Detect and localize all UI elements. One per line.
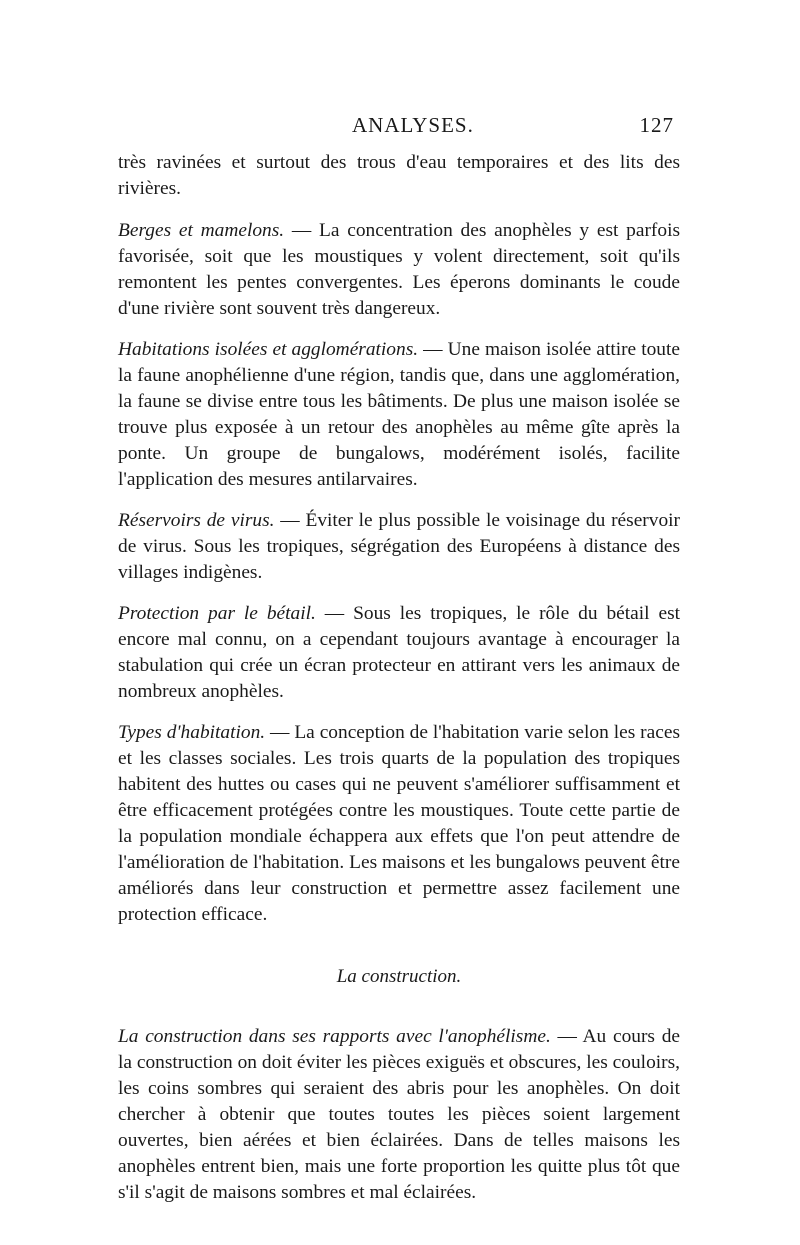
header-title: ANALYSES. [352,113,474,137]
page-body [118,150,680,1221]
running-header [118,113,684,143]
paragraph-berges [118,218,680,322]
paragraph-text: — Une maison isolée attire toute la faune anophélienne d'une région, tandis que, dans une agglomération, la faune se divise entre tous les bâtiments. De plus une maison isolée se trouve plus exposée à un retour des anophèles au même gîte après la ponte. Un groupe de bungalows, modérément isolés, facilite l'application des mesures antilarvaires. [118,339,680,490]
paragraph-lead: Réservoirs de virus. [118,510,275,531]
paragraph-text: — Sous les tropiques, le rôle du bétail est encore mal connu, on a cependant toujours avantage à encourager la stabulation qui crée un écran protecteur en attirant vers les animaux de nombreux anophèles. [118,603,680,702]
paragraph-text: très ravinées et surtout des trous d'eau temporaires et des lits des rivières. [118,152,680,199]
paragraph-habitations [118,337,680,493]
paragraph-construction [118,1024,680,1206]
section-title: La construction. [336,966,462,987]
paragraph-lead: Berges et mamelons. [118,220,285,241]
paragraph-text: — Au cours de la construction on doit éviter les pièces exiguës et obscures, les couloirs, les coins sombres qui seraient des abris pour les anophèles. On doit chercher à obtenir que toutes toutes les pièces soient largement ouvertes, bien aérées et bien éclairées. Dans de telles maisons les anophèles entrent bien, mais une forte proportion les quitte plus tôt que s'il s'agit de maisons sombres et mal éclairées. [118,1026,680,1203]
paragraph-text: — La concentration des anophèles y est parfois favorisée, soit que les moustiques y volent directement, soit qu'ils remontent les pentes convergentes. Les éperons dominants le coude d'une rivière sont souvent très dangereux. [118,220,681,319]
page-number: 127 [639,113,674,137]
paragraph-text: — La conception de l'habitation varie selon les races et les classes sociales. Les trois quarts de la population des tropiques habitent des huttes ou cases qui ne peuvent s'améliorer suffisamment et être efficacement protégées contre les moustiques. Toute cette partie de la population mondiale échappera aux effets que l'on peut attendre de l'amélioration de l'habitation. Les maisons et les bungalows peuvent être améliorés dans leur construction et permettre assez facilement une protection efficace. [118,722,680,925]
paragraph-lead: La construction dans ses rapports avec l'anophélisme. [118,1026,551,1047]
paragraph-lead: Types d'habitation. [118,722,266,743]
paragraph-protection [118,601,680,705]
paragraph-types [118,720,680,928]
paragraph-continuation [118,150,680,202]
paragraph-reservoirs [118,508,680,586]
paragraph-lead: Habitations isolées et agglomérations. [118,339,419,360]
paragraph-text: — Éviter le plus possible le voisinage du réservoir de virus. Sous les tropiques, ségrégation des Européens à distance des villages indigènes. [118,510,680,583]
paragraph-lead: Protection par le bétail. [118,603,316,624]
